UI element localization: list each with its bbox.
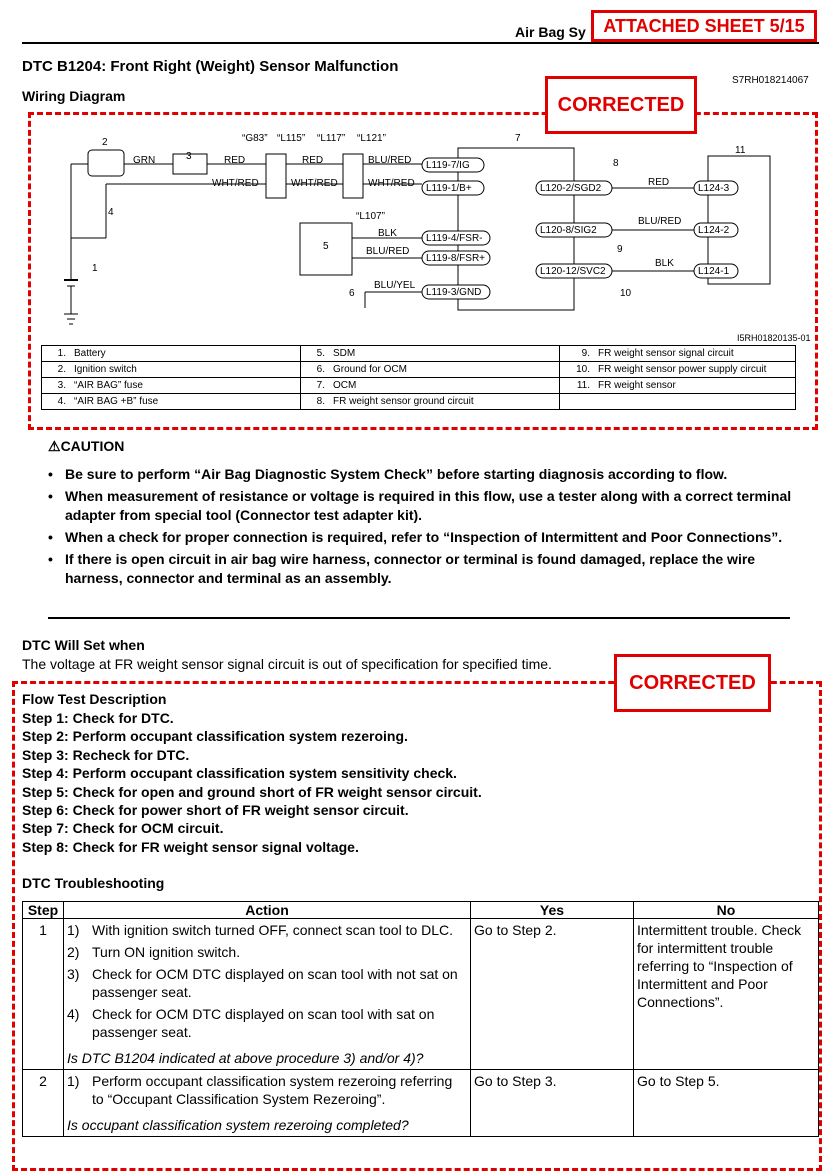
legend-number: 1. (57, 348, 66, 359)
callout-4: 4 (108, 207, 114, 218)
yes-cell: Go to Step 3. (471, 1070, 634, 1137)
connector-l115-label: “L115” (277, 133, 306, 144)
caution-rule (48, 617, 790, 619)
callout-11: 11 (735, 145, 746, 156)
legend-cell (560, 362, 796, 378)
legend-row (42, 394, 796, 410)
callout-1: 1 (92, 263, 98, 274)
terminal-l119-7: L119-7/IG (426, 160, 470, 171)
action-question: Is DTC B1204 indicated at above procedure 3) and/or 4)? (67, 1050, 424, 1066)
connector-g83-l115 (266, 154, 286, 198)
legend-cell (42, 346, 301, 362)
attached-sheet-tag: ATTACHED SHEET 5/15 (591, 10, 817, 42)
table-row (23, 1070, 819, 1137)
warning-triangle-icon: ⚠ (48, 438, 61, 454)
wiring-legend (41, 345, 796, 410)
ignition-switch-symbol (88, 150, 124, 176)
flow-step: Step 7: Check for OCM circuit. (22, 820, 224, 837)
action-cell (64, 1070, 471, 1137)
legend-cell (42, 362, 301, 378)
corrected-stamp: CORRECTED (614, 654, 771, 712)
legend-number: 11. (576, 380, 590, 391)
terminal-l119-4: L119-4/FSR- (426, 233, 483, 244)
action-number: 3) (67, 966, 80, 982)
corrected-stamp: CORRECTED (545, 76, 697, 134)
action-text: Check for OCM DTC displayed on scan tool with not sat on passenger seat. (92, 966, 458, 1000)
action-number: 4) (67, 1006, 80, 1022)
wire-red-2: RED (302, 155, 324, 166)
callout-5: 5 (323, 241, 329, 252)
terminal-l119-1: L119-1/B+ (426, 183, 472, 194)
connector-g83-label: “G83” (242, 133, 268, 144)
legend-label: FR weight sensor (598, 380, 676, 391)
callout-3: 3 (186, 151, 192, 162)
action-item (67, 1005, 467, 1041)
dtc-will-set-text: The voltage at FR weight sensor signal circuit is out of specification for specified time. (22, 656, 552, 672)
legend-number: 10. (576, 364, 590, 375)
legend-label: OCM (333, 380, 357, 391)
table-row (23, 919, 819, 1070)
caution-item: • If there is open circuit in air bag wire harness, connector or terminal is found damaged, replace the wire harness, connector and terminal as an assembly. (48, 550, 793, 588)
callout-6: 6 (349, 288, 355, 299)
action-number: 1) (67, 922, 80, 938)
dtc-will-set-heading: DTC Will Set when (22, 637, 145, 653)
column-header-step: Step (23, 902, 64, 919)
legend-label: Ignition switch (74, 364, 137, 375)
legend-cell (560, 394, 796, 410)
wire-whtred-1: WHT/RED (212, 178, 259, 189)
step-number: 1 (23, 919, 64, 1070)
callout-7: 7 (515, 133, 521, 144)
flow-step: Step 5: Check for open and ground short of FR weight sensor circuit. (22, 783, 482, 800)
legend-label: “AIR BAG +B” fuse (74, 396, 159, 407)
legend-number: 9. (581, 348, 590, 359)
flow-test-heading: Flow Test Description (22, 691, 167, 707)
legend-label: Battery (74, 348, 106, 359)
action-cell (64, 919, 471, 1070)
legend-label: “AIR BAG” fuse (74, 380, 143, 391)
legend-number: 4. (57, 396, 66, 407)
action-text: Check for OCM DTC displayed on scan tool with sat on passenger seat. (92, 1006, 435, 1040)
flow-step: Step 3: Recheck for DTC. (22, 746, 190, 763)
flow-step: Step 4: Perform occupant classification system sensitivity check. (22, 765, 457, 782)
callout-10: 10 (620, 288, 632, 299)
wire-whtred-2: WHT/RED (291, 178, 338, 189)
wire-blured-1: BLU/RED (368, 155, 412, 166)
caution-item: • Be sure to perform “Air Bag Diagnostic System Check” before starting diagnosis according to flow. (48, 465, 793, 484)
legend-label: FR weight sensor power supply circuit (598, 364, 767, 375)
action-item (67, 921, 467, 939)
troubleshooting-table (22, 901, 819, 1137)
action-item (67, 943, 467, 961)
wire-blk-2: BLK (655, 258, 674, 269)
column-header-no: No (634, 902, 819, 919)
connector-l117-label: “L117” (317, 133, 346, 144)
wire-bluyel: BLU/YEL (374, 280, 416, 291)
flow-step: Step 6: Check for power short of FR weight sensor circuit. (22, 802, 409, 819)
header-rule (22, 42, 819, 44)
legend-cell (301, 346, 560, 362)
column-header-yes: Yes (471, 902, 634, 919)
legend-number: 2. (57, 364, 66, 375)
caution-item: • When measurement of resistance or voltage is required in this flow, use a tester along with a correct terminal adapter from special tool (Connector test adapter kit). (48, 487, 793, 525)
legend-row (42, 362, 796, 378)
legend-cell (301, 362, 560, 378)
callout-8: 8 (613, 158, 619, 169)
action-text: Perform occupant classification system rezeroing referring to “Occupant Classification System Rezeroing”. (92, 1073, 453, 1107)
section-title: Air Bag Sy (515, 24, 586, 40)
action-number: 2) (67, 944, 80, 960)
legend-label: SDM (333, 348, 356, 359)
caution-item: • When a check for proper connection is required, refer to “Inspection of Intermittent and Poor Connections”. (48, 528, 793, 547)
action-item (67, 1072, 467, 1108)
step-number: 2 (23, 1070, 64, 1137)
action-text: Turn ON ignition switch. (92, 944, 241, 960)
action-number: 1) (67, 1073, 80, 1089)
connector-l107-label: “L107” (356, 211, 385, 222)
callout-9: 9 (617, 244, 623, 255)
flow-step: Step 1: Check for DTC. (22, 710, 174, 726)
legend-number: 5. (316, 348, 325, 359)
wire-whtred-3: WHT/RED (368, 178, 415, 189)
terminal-l119-8: L119-8/FSR+ (426, 253, 486, 264)
terminal-l124-3: L124-3 (698, 183, 730, 194)
legend-label: FR weight sensor ground circuit (333, 396, 474, 407)
wire-grn: GRN (133, 155, 156, 166)
legend-number: 7. (316, 380, 325, 391)
caution-heading: ⚠CAUTION (48, 438, 125, 454)
terminal-l120-12: L120-12/SVC2 (540, 266, 606, 277)
flow-step: Step 8: Check for FR weight sensor signal voltage. (22, 838, 359, 855)
terminal-l124-1: L124-1 (698, 266, 730, 277)
no-cell: Go to Step 5. (634, 1070, 819, 1137)
legend-cell (301, 378, 560, 394)
no-cell: Intermittent trouble. Check for intermittent trouble referring to “Inspection of Intermittent and Poor Connections”. (634, 919, 819, 1070)
wire-blk-1: BLK (378, 228, 397, 239)
legend-row (42, 378, 796, 394)
terminal-l120-8: L120-8/SIG2 (540, 225, 597, 236)
legend-label: FR weight sensor signal circuit (598, 348, 734, 359)
terminal-l119-3: L119-3/GND (426, 287, 482, 298)
figure-id: I5RH01820135-01 (737, 333, 811, 343)
yes-cell: Go to Step 2. (471, 919, 634, 1070)
flow-test-steps (22, 709, 482, 856)
troubleshooting-heading: DTC Troubleshooting (22, 875, 165, 891)
wiring-diagram-heading: Wiring Diagram (22, 88, 126, 104)
connector-l121-label: “L121” (357, 133, 386, 144)
legend-cell (42, 394, 301, 410)
legend-row (42, 346, 796, 362)
legend-label: Ground for OCM (333, 364, 407, 375)
terminal-l124-2: L124-2 (698, 225, 730, 236)
legend-number: 3. (57, 380, 66, 391)
legend-number: 8. (316, 396, 325, 407)
page-title: DTC B1204: Front Right (Weight) Sensor Malfunction (22, 58, 399, 75)
callout-2: 2 (102, 137, 108, 148)
wire-blured-2: BLU/RED (366, 246, 410, 257)
wire-red-3: RED (648, 177, 670, 188)
column-header-action: Action (64, 902, 471, 919)
caution-list (48, 465, 793, 591)
flow-step: Step 2: Perform occupant classification system rezeroing. (22, 728, 408, 745)
legend-cell (42, 378, 301, 394)
legend-cell (560, 346, 796, 362)
wire-blured-3: BLU/RED (638, 216, 682, 227)
action-item (67, 965, 467, 1001)
action-text: With ignition switch turned OFF, connect scan tool to DLC. (92, 922, 454, 938)
legend-cell (560, 378, 796, 394)
legend-cell (301, 394, 560, 410)
document-code: S7RH018214067 (732, 75, 809, 86)
legend-number: 6. (316, 364, 325, 375)
connector-l117-l121 (343, 154, 363, 198)
wire-red-1: RED (224, 155, 246, 166)
terminal-l120-2: L120-2/SGD2 (540, 183, 602, 194)
action-question: Is occupant classification system rezeroing completed? (67, 1117, 409, 1133)
